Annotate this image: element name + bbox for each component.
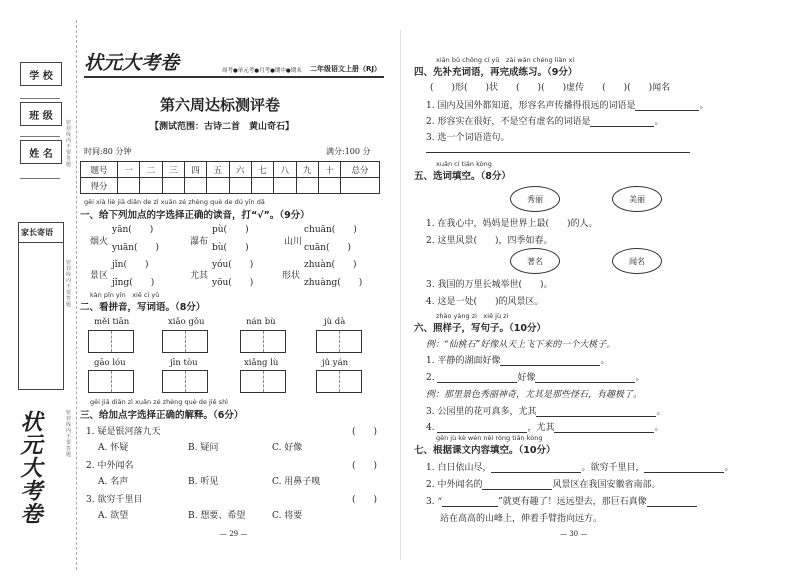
parent-box xyxy=(18,222,64,390)
q1-opt[interactable]: pù( ) xyxy=(212,225,249,235)
answer-blank[interactable] xyxy=(535,373,635,383)
answer-blank[interactable] xyxy=(491,463,581,473)
name-label: 姓 名 xyxy=(20,140,62,164)
q4-item: 2. 形容实在很好，不是空有虚名的词语是 。 xyxy=(426,117,664,127)
q4-item: 3. 选一个词语造句。 xyxy=(426,133,510,143)
q1-opt[interactable]: zhuàn( ) xyxy=(304,260,357,270)
q1-opt[interactable]: yān( ) xyxy=(112,225,154,235)
score-header-cell: 十 xyxy=(318,162,340,178)
answer-blank[interactable] xyxy=(644,463,724,473)
answer-blank[interactable] xyxy=(437,423,527,433)
score-header-cell: 三 xyxy=(162,162,184,178)
q1-word: 烟火 xyxy=(90,237,109,247)
q3-option: C. 用鼻子嗅 xyxy=(272,477,321,487)
q3-stem: 3. 欲穷千里目 xyxy=(86,495,143,505)
q2-pinyin-word: jǔ yán xyxy=(322,358,349,368)
q4-item-text: 2. 形容实在很好，不是空有虚名的词语是 xyxy=(426,117,591,127)
q6-example: 例：那里景色秀丽神奇，尤其是那些怪石，有趣极了。 xyxy=(426,390,643,400)
page-number-left: — 29 — xyxy=(220,530,248,538)
q5-title: 五、选词填空。（8分） xyxy=(414,171,511,182)
score-cell[interactable] xyxy=(162,178,184,194)
answer-blank[interactable] xyxy=(635,101,699,111)
q2-pinyin-word: xiǎng lù xyxy=(244,358,279,368)
score-cell[interactable] xyxy=(296,178,318,194)
q2-char-grid[interactable] xyxy=(88,370,134,393)
score-header-cell: 题号 xyxy=(81,162,118,178)
q3-stem: 1. 疑是银河落九天 xyxy=(86,427,161,437)
q5-item[interactable]: 4. 这是一处( )的风景区。 xyxy=(426,297,544,307)
score-cell[interactable] xyxy=(207,178,229,194)
score-cell[interactable] xyxy=(341,178,380,194)
score-header-row xyxy=(81,162,380,178)
score-header-cell: 总分 xyxy=(341,162,380,178)
q1-opt[interactable]: yuān( ) xyxy=(112,243,160,253)
q6-pinyin: zhào yàng zi xiě jù zi xyxy=(436,312,509,320)
q4-title: 四、先补充词语，再完成练习。（9分） xyxy=(414,67,578,78)
q7-item xyxy=(426,494,697,507)
q2-pinyin-word: jīn tòu xyxy=(170,358,198,368)
q1-opt[interactable]: yóu( ) xyxy=(212,260,254,270)
q1-word: 形状 xyxy=(282,271,301,281)
answer-blank[interactable] xyxy=(536,407,656,417)
q1-word: 尤其 xyxy=(190,271,209,281)
parent-box-label: 家长寄语 xyxy=(19,223,63,243)
q3-stem: 2. 中外闻名 xyxy=(86,461,134,471)
score-header-cell: 五 xyxy=(207,162,229,178)
page-number-right: — 30 — xyxy=(560,530,588,538)
q4-item: 1. 国内及国外都知道，形容名声传播得很远的词语是 。 xyxy=(426,101,709,111)
header-logo: 状元大考卷 xyxy=(84,52,180,74)
word-option: 闻名 xyxy=(612,248,662,274)
answer-blank[interactable] xyxy=(500,356,600,366)
q3-option: A. 怀疑 xyxy=(98,443,129,453)
score-row-label: 得分 xyxy=(81,178,118,194)
q2-char-grid[interactable] xyxy=(240,370,286,393)
q1-opt[interactable]: chuān( ) xyxy=(304,225,357,235)
score-cell[interactable] xyxy=(140,178,162,194)
q3-pinyin: gěi jiā diǎn zì xuǎn zé zhèng què de jiě shì xyxy=(90,398,228,406)
q1-word: 山川 xyxy=(284,237,303,247)
class-label: 班 级 xyxy=(20,102,62,126)
q5-pinyin: xuǎn cí tián kòng xyxy=(436,160,492,168)
q5-item[interactable]: 2. 这里风景( )，四季如春。 xyxy=(426,236,553,246)
q2-char-grid[interactable] xyxy=(316,330,362,353)
score-header-cell: 四 xyxy=(184,162,206,178)
sentence-line[interactable] xyxy=(426,152,690,153)
q2-title: 二、看拼音，写词语。（8分） xyxy=(80,302,206,313)
q6-item: 4. ，尤其 。 xyxy=(426,423,664,433)
q1-opt[interactable]: yōu( ) xyxy=(212,278,254,288)
score-row xyxy=(81,178,380,194)
q4-item-text: 1. 国内及国外都知道，形容名声传播得很远的词语是 xyxy=(426,101,636,111)
word-option: 秀丽 xyxy=(510,186,560,212)
q6-item-text: 3. 公园里的花可真多，尤其 xyxy=(426,407,537,417)
answer-blank[interactable] xyxy=(437,373,517,383)
q5-item[interactable]: 3. 我国的万里长城举世( )。 xyxy=(426,280,553,290)
q2-char-grid[interactable] xyxy=(162,330,208,353)
answer-blank[interactable] xyxy=(482,480,552,490)
score-header-cell: 一 xyxy=(118,162,140,178)
seal-note-2: 密封线内不要答题 xyxy=(66,260,72,308)
header-series: 周考●单元考●月考●期中●期末 xyxy=(222,68,302,74)
q7-item: 1. 白日依山尽， 。欲穷千里目， 。 xyxy=(426,463,734,473)
class-line xyxy=(20,136,60,137)
word-option: 美丽 xyxy=(612,186,662,212)
q2-char-grid[interactable] xyxy=(88,330,134,353)
q3-option: B. 听见 xyxy=(188,477,219,487)
q3-option: B. 想要、希望 xyxy=(188,511,246,521)
q7-pinyin: gēn jù kè wén nèi róng tián kòng xyxy=(436,434,543,442)
header-rule xyxy=(84,76,384,78)
q4-fill-blanks[interactable]: ( )形( )状 ( )( )虚传 ( )( )闻名 xyxy=(430,83,671,93)
score-header-cell: 七 xyxy=(251,162,273,178)
q2-char-grid[interactable] xyxy=(162,370,208,393)
score-cell[interactable] xyxy=(274,178,296,194)
q6-item: 3. 公园里的花可真多，尤其 。 xyxy=(426,407,666,417)
word-option: 著名 xyxy=(510,248,560,274)
q2-pinyin-word: nán bù xyxy=(246,317,276,327)
q6-item: 1. 平静的湖面好像 。 xyxy=(426,356,610,366)
sidebar-logo: 状元大考卷 xyxy=(17,410,42,525)
school-line xyxy=(20,98,60,99)
q7-item-text: 。欲穷千里目， xyxy=(581,463,645,473)
exam-scope: 【测试范围：古诗二首 黄山奇石】 xyxy=(150,122,295,132)
q1-opt[interactable]: cuān( ) xyxy=(304,243,352,253)
q3-option: A. 名声 xyxy=(98,477,129,487)
q1-opt[interactable]: zhuàng( ) xyxy=(304,278,363,288)
q6-title: 六、照样子，写句子。（10分） xyxy=(414,323,546,334)
q1-word: 景区 xyxy=(90,271,109,281)
score-header-cell: 八 xyxy=(274,162,296,178)
q1-opt[interactable]: bù( ) xyxy=(212,243,249,253)
q3-answer-paren[interactable]: ( ) xyxy=(352,461,378,471)
q3-option: A. 欲望 xyxy=(98,511,129,521)
q6-item-text: ，尤其 xyxy=(527,423,555,433)
answer-blank[interactable] xyxy=(442,497,498,507)
score-cell[interactable] xyxy=(318,178,340,194)
q7-item-text: 2. 中外闻名的 xyxy=(426,480,483,490)
q7-item-cont: 站在高高的山峰上，伸着手臂指向远方。 xyxy=(440,514,603,524)
q1-opt[interactable]: jǐng( ) xyxy=(112,278,155,288)
q7-item xyxy=(426,477,660,490)
score-header-cell: 二 xyxy=(140,162,162,178)
q4-pinyin: xiān bǔ chōng cí yǔ zài wán chéng liàn xí xyxy=(436,56,575,64)
q1-title: 一、给下列加点的字选择正确的读音，打“√”。（9分） xyxy=(80,210,310,221)
name-line xyxy=(20,178,60,179)
q3-answer-paren[interactable]: ( ) xyxy=(352,495,378,505)
q6-item-text: 好像 xyxy=(517,373,536,383)
q1-pinyin: gěi xià liè jiā diǎn de zì xuǎn zé zhèng què de dú yīn dǎ xyxy=(84,198,265,206)
q2-pinyin: kàn pīn yīn xiě cí yǔ xyxy=(90,291,160,299)
q7-item-text: ”就更有趣了！远远望去，那巨石真像 xyxy=(498,497,647,507)
exam-time: 时间:80 分钟 xyxy=(84,147,132,156)
answer-blank[interactable] xyxy=(554,423,654,433)
q3-answer-paren[interactable]: ( ) xyxy=(352,427,378,437)
score-table xyxy=(80,161,380,194)
q2-char-grid[interactable] xyxy=(316,370,362,393)
q1-opt[interactable]: jǐn( ) xyxy=(112,260,149,270)
page-divider xyxy=(400,30,401,560)
q1-word: 瀑布 xyxy=(190,237,209,247)
score-header-cell: 六 xyxy=(229,162,251,178)
exam-full-score: 满分:100 分 xyxy=(326,147,371,156)
q7-item-text: 3. “ xyxy=(426,497,443,507)
seal-note-1: 密封线内不要答题 xyxy=(66,120,72,168)
q2-pinyin-word: měi tiān xyxy=(94,317,130,327)
score-header-cell: 九 xyxy=(296,162,318,178)
q6-example: 例：“仙桃石”好像从天上飞下来的一个大桃子。 xyxy=(426,340,616,350)
q5-item[interactable]: 1. 在我心中，妈妈是世界上最( )的人。 xyxy=(426,219,598,229)
q2-pinyin-word: gāo lóu xyxy=(94,358,126,368)
q3-title: 三、给加点字选择正确的解释。（6分） xyxy=(80,410,244,421)
exam-title: 第六周达标测评卷 xyxy=(160,96,281,114)
q3-option: C. 将要 xyxy=(272,511,303,521)
q3-option: B. 疑问 xyxy=(188,443,219,453)
header-grade: 二年级语文上册（RJ） xyxy=(310,65,381,73)
q7-item-text: 风景区在我国安徽省南部。 xyxy=(552,480,661,490)
q3-option: C. 好像 xyxy=(272,443,303,453)
q7-item-text: 1. 白日依山尽， xyxy=(426,463,492,473)
score-cell[interactable] xyxy=(229,178,251,194)
school-label: 学 校 xyxy=(20,62,62,86)
answer-blank[interactable] xyxy=(590,117,654,127)
score-cell[interactable] xyxy=(184,178,206,194)
q6-item: 2. 好像 。 xyxy=(426,373,645,383)
q2-pinyin-word: jù dà xyxy=(324,317,346,327)
q6-item-text: 1. 平静的湖面好像 xyxy=(426,356,501,366)
seal-note-3: 密封线内不要答题 xyxy=(66,410,72,458)
score-cell[interactable] xyxy=(118,178,140,194)
q2-pinyin-word: xiǎo gǒu xyxy=(168,317,205,327)
q2-char-grid[interactable] xyxy=(240,330,286,353)
fold-line xyxy=(76,20,77,570)
q7-title: 七、根据课文内容填空。（10分） xyxy=(414,445,556,456)
answer-blank[interactable] xyxy=(647,497,697,507)
score-cell[interactable] xyxy=(251,178,273,194)
